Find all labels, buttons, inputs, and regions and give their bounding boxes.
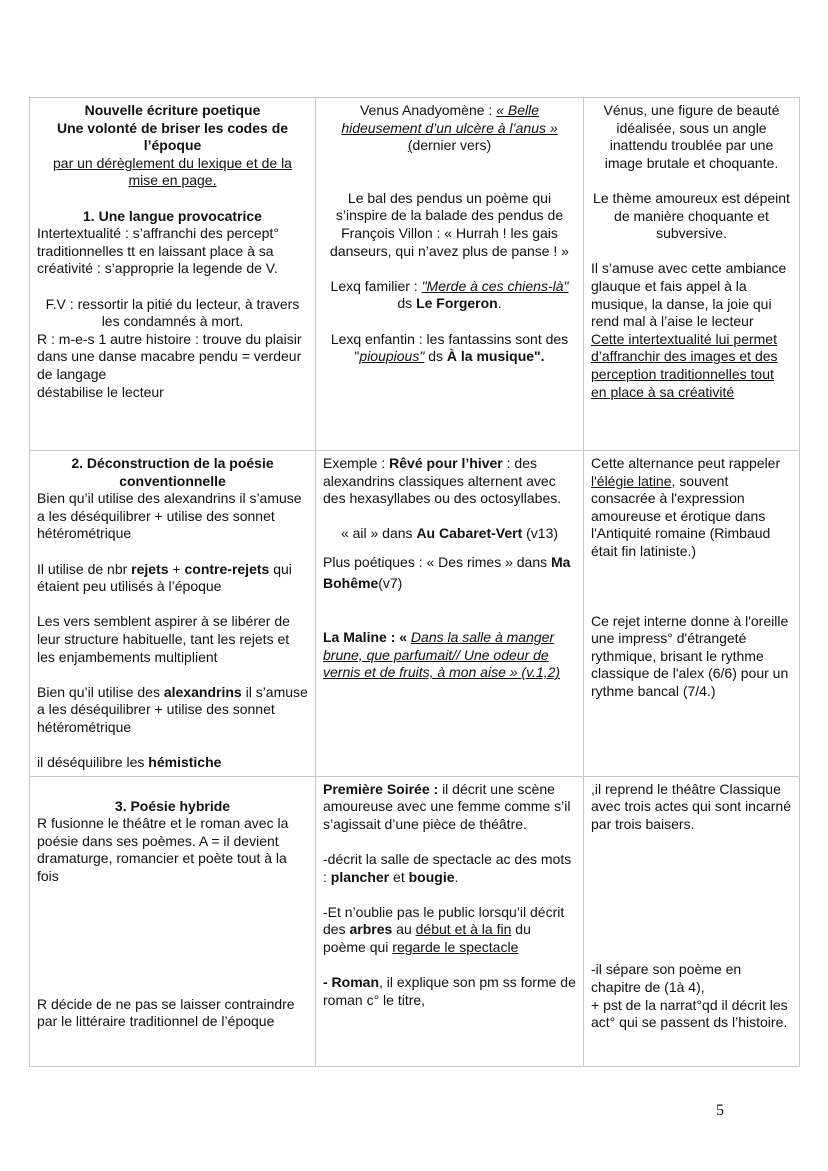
- paragraph-hemistiche: [37, 754, 308, 772]
- example-salle-spectacle: [323, 851, 576, 886]
- paragraph-rejets: [37, 561, 308, 596]
- text: il s’amuse a les déséquilibrer + utilise des sonnet hétérométrique: [37, 683, 308, 735]
- example-rimes: [323, 552, 576, 594]
- dot: .: [454, 868, 459, 885]
- section-subtitle: Une volonté de briser les codes de l’époque: [56, 119, 289, 154]
- title-a-la-musique: À la musique".: [446, 348, 545, 365]
- paragraph-fv: F.V : ressortir la pitié du lecteur, à travers les condamnés à mort.: [45, 295, 300, 330]
- analysis-theme-amoureux: Le thème amoureux est dépeint de manière choquante et subversive.: [593, 189, 790, 242]
- title-reve-pour-hiver: Rêvé pour l’hiver: [389, 455, 503, 471]
- row1-example-cell: [316, 98, 584, 451]
- analysis-rejet-interne: Ce rejet interne donne à l'oreille une impress° d'étrangeté rythmique, brisant le rythme classique de l'alex (6/6) pour un rythme bancal (7/4.): [591, 612, 789, 699]
- paragraph-vers: Les vers semblent aspirer à se libérer de leur structure habituelle, tant les rejets et les enjambements multiplient: [37, 613, 290, 665]
- table-row-langue-provocatrice: [30, 98, 800, 451]
- page-number: 5: [716, 1102, 724, 1119]
- row3-analysis-cell: [584, 776, 800, 1066]
- example-premiere-soiree: [323, 781, 576, 834]
- analysis-elegie: [591, 455, 792, 561]
- title-premiere-soiree: Première Soirée :: [323, 780, 443, 797]
- example-public: [323, 904, 576, 957]
- quote-la-maline: Dans la salle à manger brune, que parfumait// Une odeur de vernis et de fruits, à mon aise » (v.1,2): [323, 628, 561, 681]
- text: : des alexandrins classiques alternent avec des hexasyllabes ou des octosyllabes.: [323, 455, 562, 507]
- text: « ail » dans: [340, 525, 417, 542]
- example-lexique-enfantin: [323, 331, 576, 366]
- title-ma-boheme: Ma Bohême: [323, 553, 571, 591]
- example-bal-des-pendus: Le bal des pendus un poème qui s’inspire de la balade des pendus de François Villon : « Hurrah ! les gais danseurs, qui n’avez plus de panse ! »: [330, 189, 569, 259]
- label: Exemple :: [323, 455, 390, 471]
- text: Cette alternance peut rappeler: [591, 455, 781, 471]
- paragraph-fusion: R fusionne le théâtre et le roman avec la poésie dans ses poèmes. A = il devient dramaturge, romancier et poète tout à la fois: [37, 815, 289, 885]
- term-arbres: arbres: [349, 921, 393, 938]
- paragraph-destabilise: déstabilise le lecteur: [37, 383, 164, 400]
- paragraph-r: R : m-e-s 1 autre histoire : trouve du plaisir dans une danse macabre pendu = verdeur de langage: [37, 330, 302, 382]
- heading-poesie-hybride: 3. Poésie hybride: [114, 797, 231, 814]
- example-label: Venus Anadyomène :: [359, 102, 497, 118]
- section-title: Nouvelle écriture poetique: [84, 102, 261, 118]
- dot: .: [497, 295, 502, 312]
- example-reve-pour-hiver: [323, 455, 576, 508]
- heading-deconstruction: 2. Déconstruction de la poésie conventionnelle: [71, 455, 274, 489]
- table-row-poesie-hybride: [30, 776, 800, 1066]
- row1-theme-cell: [30, 98, 316, 451]
- text: il décrit une scène amoureuse avec une femme comme s’il s’agissait d’une pièce de théâtre.: [323, 780, 571, 832]
- text: (v7): [378, 574, 403, 591]
- analysis-theatre: ,il reprend le théâtre Classique avec trois actes qui sont incarné par trois baisers.: [591, 780, 791, 832]
- analysis-venus: Vénus, une figure de beauté idéalisée, sous un angle inattendu troublée par une image brutale et choquante.: [603, 102, 780, 171]
- row2-analysis-cell: [584, 451, 800, 777]
- example-roman: [323, 974, 576, 1009]
- label: Lexq enfantin : les fantassins sont des ": [330, 330, 569, 365]
- text: -Et n’oublie pas le public lorsqu’il décrit des: [323, 903, 565, 938]
- analysis-intertextualite: Cette intertextualité lui permet d’affranchir des images et des perception traditionnelles tout en place à sa créativité: [591, 330, 778, 400]
- term-elegie-latine: l'élégie latine,: [591, 472, 676, 489]
- row3-theme-cell: [30, 776, 316, 1066]
- row2-example-cell: [316, 451, 584, 777]
- term-roman: - Roman: [323, 974, 379, 991]
- term-regarde-spectacle: regarde le spectacle: [392, 939, 519, 956]
- text: au: [392, 921, 416, 938]
- term-plancher: plancher: [330, 868, 390, 885]
- paren: (: [407, 137, 413, 154]
- analysis-ambiance: Il s’amuse avec cette ambiance glauque et fais appel à la musique, la danse, la joie qui rend mal à l’aise le lecteur: [591, 260, 787, 330]
- quote-venus: « Belle hideusement d’un ulcère à l’anus »: [341, 102, 558, 136]
- text: Plus poétiques : « Des rimes » dans: [323, 553, 552, 570]
- ds: ds: [397, 295, 417, 312]
- paragraph-alexandrins: Bien qu’il utilise des alexandrins il s’amuse a les déséquilibrer + utilise des sonnet hétérométrique: [37, 490, 302, 542]
- heading-langue-provocatrice: 1. Une langue provocatrice: [83, 207, 262, 224]
- section-subtitle-2: par un dérèglement du lexique et de la mise en page.: [53, 154, 292, 189]
- text: Bien qu’il utilise des: [37, 683, 164, 700]
- example-venus: [323, 102, 576, 155]
- text: souvent consacrée à l'expression amoureuse et érotique dans l'Antiquité romaine (Rimbaud était fin latiniste.): [591, 472, 771, 559]
- example-la-maline: [323, 629, 576, 682]
- term-debut-fin: début et à la fin: [415, 921, 512, 938]
- text: et: [389, 868, 409, 885]
- term-alexandrins: alexandrins: [163, 683, 242, 700]
- analysis-table: [29, 97, 800, 1067]
- text: du poème qui: [323, 921, 531, 956]
- label: Lexq familier :: [330, 277, 422, 294]
- term-rejets: rejets: [131, 560, 169, 577]
- row3-example-cell: [316, 776, 584, 1066]
- row2-theme-cell: [30, 451, 316, 777]
- text: Il utilise de nbr: [37, 560, 132, 577]
- example-lexique-familier: [323, 278, 576, 313]
- text: -décrit la salle de spectacle ac des mots :: [323, 851, 572, 885]
- text: qui étaient peu utilisés à l’époque: [37, 560, 292, 595]
- example-ail: [323, 525, 576, 543]
- paragraph-alexandrins-2: [37, 684, 308, 737]
- table-row-deconstruction: [30, 451, 800, 777]
- text: il déséquilibre les: [37, 754, 149, 771]
- paragraph-intertextualite: Intertextualité : s’affranchi des percept° traditionnelles tt en laissant place à sa créativité : s’approprie la legende de V.: [37, 225, 279, 277]
- term-bougie: bougie: [408, 868, 455, 885]
- row1-analysis-cell: [584, 98, 800, 451]
- title-le-forgeron: Le Forgeron: [416, 295, 498, 312]
- dernier-vers: dernier vers): [412, 137, 492, 154]
- ds: ds: [424, 348, 447, 365]
- plus: +: [168, 560, 185, 577]
- term-hemistiche: hémistiche: [148, 754, 222, 771]
- term-contre-rejets: contre-rejets: [184, 560, 270, 577]
- title-au-cabaret-vert: Au Cabaret-Vert: [416, 525, 523, 542]
- analysis-chapitres: -il sépare son poème en chapitre de (1à 4), + pst de la narrat°qd il décrit les act° qui se passent ds l’histoire.: [591, 961, 788, 1031]
- title-la-maline: La Maline : «: [323, 628, 411, 645]
- paragraph-contrainte: R décide de ne pas se laisser contraindre par le littéraire traditionnel de l’époque: [37, 995, 295, 1030]
- text: , il explique son pm ss forme de roman c° le titre,: [323, 974, 576, 1008]
- quote-pioupious: pioupious": [359, 348, 425, 365]
- text: (v13): [522, 525, 559, 542]
- quote-merde: "Merde à ces chiens-là": [421, 277, 569, 294]
